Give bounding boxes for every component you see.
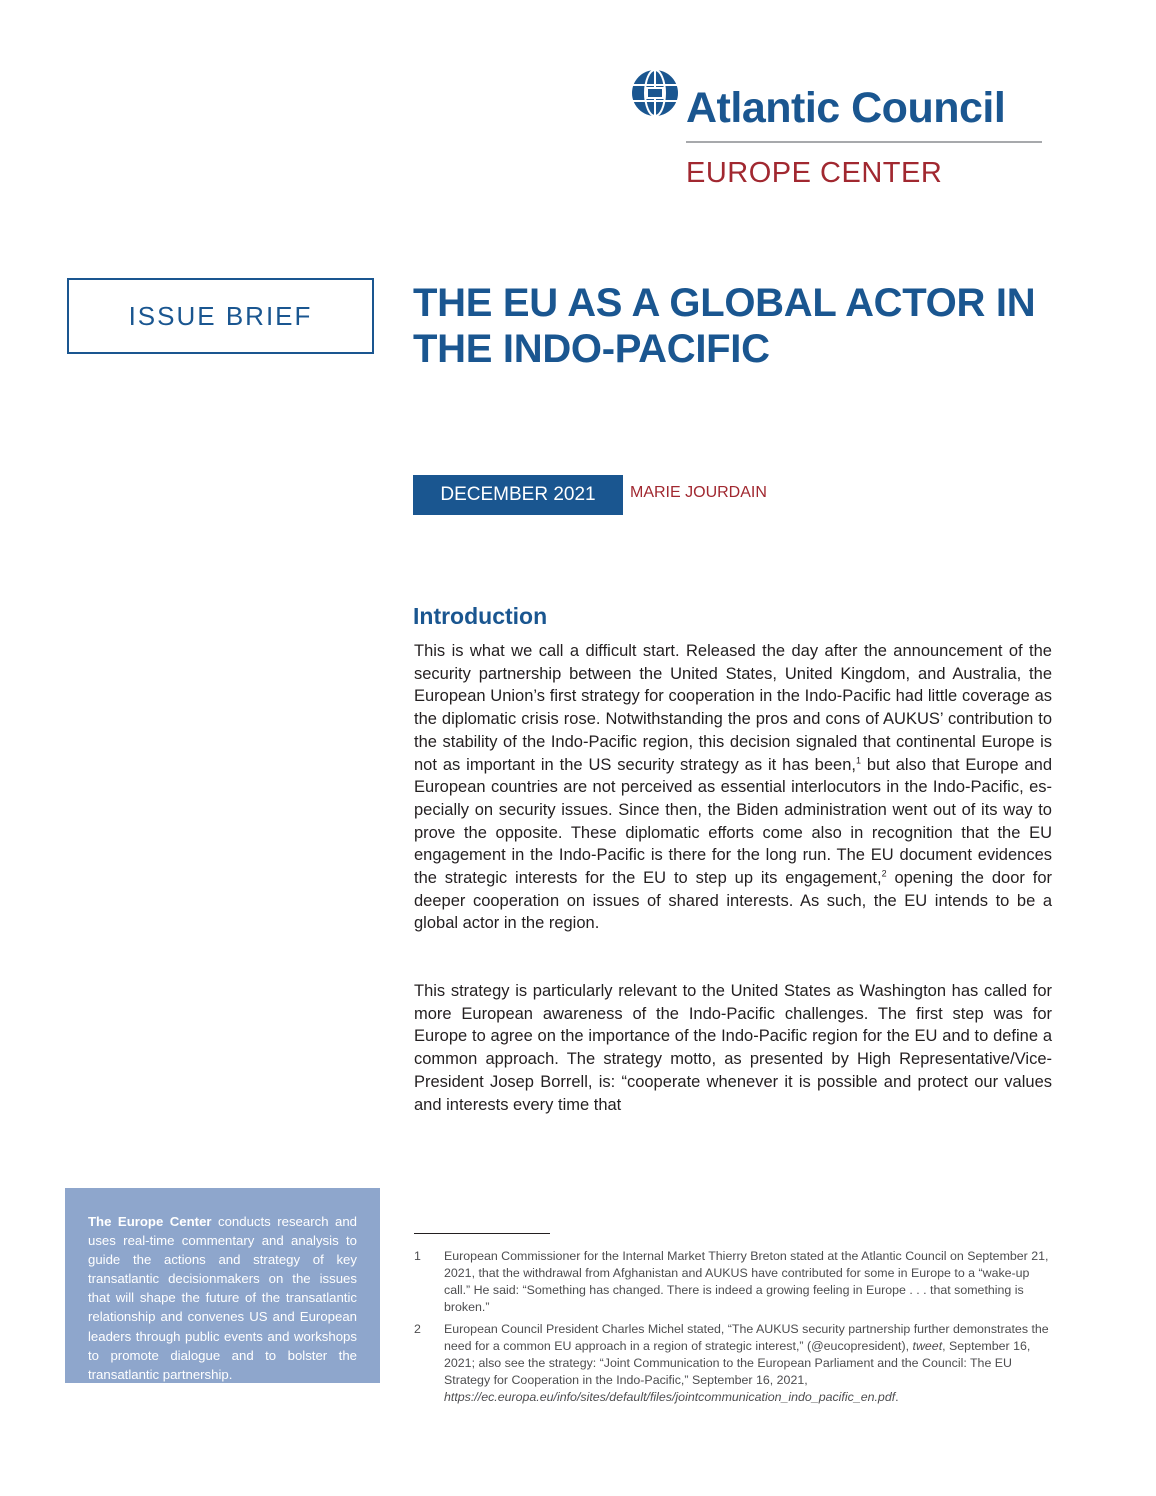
paragraph-text: This is what we call a difficult start. Released the day after the announcement of the security partnership between the United States, United Kingdom, and Australia, the European Union’s first strategy for cooperation in the Indo-Pacific had little coverage as the diplomatic crisis rose. Notwithstanding the pros and cons of AUKUS’ contribution to the stability of the Indo-Pacific region, this decision signaled that continental Europe is not as important in the US security strategy as it has been, bbox=[414, 642, 1052, 774]
author-name: MARIE JOURDAIN bbox=[630, 484, 767, 501]
publication-date: DECEMBER 2021 bbox=[440, 484, 596, 505]
footnote bbox=[414, 1248, 1054, 1316]
page-title: THE EU AS A GLOBAL ACTOR IN THE INDO-PACIFIC bbox=[413, 281, 1036, 371]
center-name: EUROPE CENTER bbox=[686, 157, 943, 189]
footnote-number: 1 bbox=[414, 1249, 421, 1263]
footnote-text-part: European Council President Charles Michel stated, “The AUKUS security partnership further demonstrates the need for a common EU approach in a region of strategic interest,” (@eucopresident), bbox=[444, 1322, 1049, 1353]
footnote-text bbox=[444, 1321, 1054, 1406]
globe-icon bbox=[630, 68, 680, 118]
body-paragraph bbox=[414, 640, 1052, 935]
footnote-text: European Commissioner for the Internal Market Thierry Breton stated at the Atlantic Council on September 21, 2021, that the withdrawal from Afghanistan and AUKUS have contributed for some in Europe to a “wake-up call.” He said: “Something has changed. There is indeed a growing feeling in Europe . . . that something is broken.” bbox=[444, 1249, 1049, 1314]
paragraph-text: opening the door for deeper cooperation on issues of shared interests. As such, the EU intends to be a global actor in the region. bbox=[414, 869, 1052, 933]
section-heading-introduction: Introduction bbox=[413, 603, 548, 629]
footnote-number: 2 bbox=[414, 1322, 421, 1336]
footnote-ref[interactable]: 2 bbox=[881, 868, 887, 879]
org-name: Atlantic Council bbox=[686, 84, 1006, 132]
paragraph-text: but also that Europe and European countries are not perceived as essential interlocutors in the Indo-Pacific, especially on security issues. Since then, the Biden administration went out of its way to prove the opposite. These diplomatic efforts come also in recognition that the EU engagement in the Indo-Pacific is there for the long run. The EU document evidences the strategic interests for the EU to step up its engagement, bbox=[414, 755, 1052, 888]
logo-divider bbox=[686, 141, 1042, 143]
footnote-italic: tweet bbox=[912, 1339, 943, 1353]
footnote-text-part: , September 16, 2021; also see the strategy: “Joint Communication to the European Parliament and the Council: The EU Strategy for Cooperation in the Indo-Pacific,” September 16, 2021, bbox=[444, 1339, 1031, 1387]
issue-brief-label-box bbox=[67, 278, 374, 354]
footnote bbox=[414, 1321, 1054, 1406]
footnote-link[interactable]: https://ec.europa.eu/info/sites/default/files/jointcommunication_indo_pacific_en.pdf bbox=[444, 1390, 896, 1404]
europe-center-info-box bbox=[65, 1188, 380, 1383]
footnote-text-part: . bbox=[895, 1390, 899, 1404]
footnote-divider bbox=[414, 1233, 550, 1234]
footnote-ref[interactable]: 1 bbox=[855, 755, 861, 766]
info-box-text: conducts research and uses real-time commentary and analysis to guide the actions and strategy of key transatlantic decisionmakers on the issues that will shape the future of the transatlantic relationship and convenes US and European leaders through public events and workshops to promote dialogue and to bolster the transatlantic partnership. bbox=[88, 1214, 357, 1382]
body-paragraph: This strategy is particularly relevant to the United States as Washington has called for more European awareness of the Indo-Pacific challenges. The first step was for Europe to agree on the importance of the Indo-Pacific region for the EU and to define a common approach. The strategy motto, as presented by High Representative/Vice-President Josep Borrell, is: “cooperate whenever it is possible and protect our values and interests every time that bbox=[414, 982, 1052, 1114]
date-badge bbox=[413, 475, 623, 515]
issue-brief-label: ISSUE BRIEF bbox=[128, 300, 313, 331]
info-box-lead: The Europe Center bbox=[88, 1214, 212, 1229]
